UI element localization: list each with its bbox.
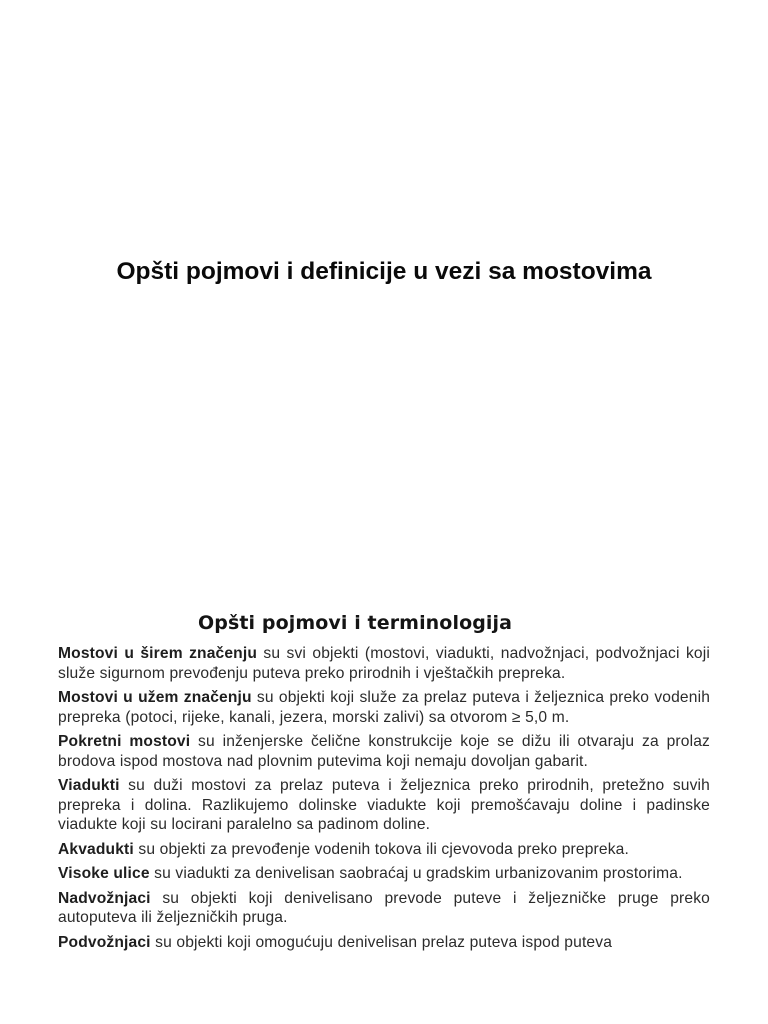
definition-text: su svi objekti (mostovi, viadukti, nadvožnjaci, podvožnjaci koji služe sigurnom prevođenju puteva preko prirodnih i vještačkih prepreka. [58,645,710,682]
definition-term: Nadvožnjaci [58,889,151,907]
definition-term: Pokretni mostovi [58,733,191,750]
definition-paragraph [58,840,710,860]
definition-paragraph [58,644,710,683]
definition-text: su objekti koji omogućuju denivelisan prelaz puteva ispod puteva [150,933,613,951]
definition-text: su objekti koji služe za prelaz puteva i željeznica preko vodenih prepreka (potoci, rijeke, kanali, jezera, morski zalivi) sa otvorom ≥ 5,0 m. [58,689,710,726]
definition-text: su objekti koji denivelisano prevode puteve i željezničke pruge preko autoputeva ili željezničkih pruga. [58,889,710,926]
definition-term: Akvadukti [58,840,134,858]
definition-text: su inženjerske čelične konstrukcije koje se dižu ili otvaraju za prolaz brodova ispod mostova nad plovnim putevima koji nemaju dovoljan gabarit. [58,733,710,770]
definition-paragraph [58,933,710,953]
definition-text: su viadukti za denivelisan saobraćaj u gradskim urbanizovanim prostorima. [149,865,683,882]
definition-paragraph [58,776,710,835]
definition-text: su objekti za prevođenje vodenih tokova ili cjevovoda preko prepreka. [133,840,629,858]
definition-term: Mostovi u širem značenju [58,645,258,662]
definition-term: Mostovi u užem značenju [58,689,252,706]
scanned-text-image [58,612,710,1024]
section-heading: Opšti pojmovi i terminologija [198,612,513,634]
definition-paragraph [58,732,710,771]
definition-paragraph [58,688,710,727]
definition-term: Podvožnjaci [58,933,151,951]
definition-term: Visoke ulice [58,865,150,882]
definition-paragraph [58,889,710,928]
definition-paragraph [58,864,710,884]
definition-text: su duži mostovi za prelaz puteva i željeznica preko prirodnih, pretežno suvih prepreka i dolina. Razlikujemo dolinske viadukte koji premošćavaju doline i padinske viadukte koji su locirani paralelno sa padinom doline. [58,777,710,833]
page-title: Opšti pojmovi i definicije u vezi sa mostovima [116,258,652,285]
definition-term: Viadukti [58,777,120,794]
